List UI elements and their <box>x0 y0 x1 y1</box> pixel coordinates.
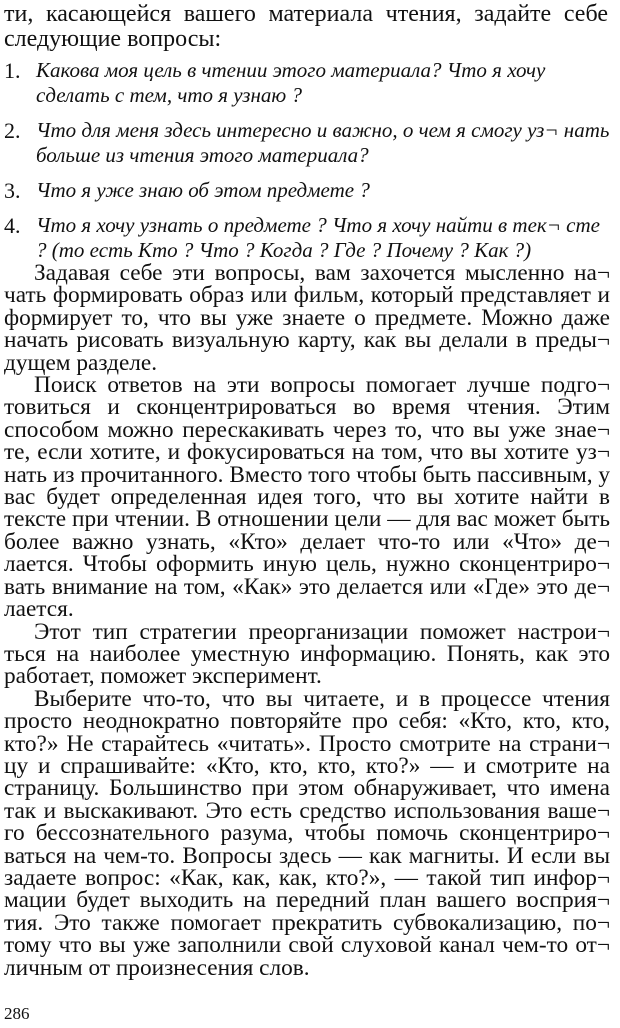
paragraph: Поиск ответов на эти вопросы помогает лучше подго¬ товиться и сконцентрироваться во время чтения. Этим способом можно перескакивать через то, что вы уже знае¬ те, если хотите, и фокусироваться на том, что вы хотите уз¬ нать из прочитанного. Вместо того чтобы быть пассивным, у вас будет определенная идея того, что вы хотите найти в тексте при чтении. В отношении цели — для вас может быть более важно узнать, «Кто» делает что-то или «Что» де¬ лается. Чтобы оформить иную цель, нужно сконцентриро¬ вать внимание на том, «Как» это делается или «Где» это де¬ лается. <box>4 372 611 623</box>
paragraph: Выберите что-то, что вы читаете, и в процессе чтения просто неоднократно повторяйте про себя: «Кто, кто, кто, кто?» Не старайтесь «читать». Просто смотрите на страни¬ цу и спрашивайте: «Кто, кто, кто, кто?» — и смотрите на страницу. Большинство при этом обнаруживает, что имена так и выскакивают. Это есть средство использования ваше¬ го бессознательного разума, чтобы помочь сконцентриро¬ ваться на чем-то. Вопросы здесь — как магниты. И если вы задаете вопрос: «Как, как, как, кто?», — такой тип инфор¬ мации будет выходить на передний план вашего восприя¬ тия. Это также помогает прекратить субвокализацию, по¬ тому что вы уже заполнили свой слуховой канал чем-то от¬ личным от произнесения слов. <box>4 685 610 981</box>
question-item <box>0 213 612 263</box>
intro-text: ти, касающейся вашего материала чтения, задайте себе следующие вопросы: <box>4 1 608 52</box>
question-item <box>0 58 612 108</box>
paragraph: Этот тип стратегии преорганизации поможет настрои¬ ться на наиболее уместную информацию. Понять, как это работает, поможет эксперимент. <box>4 618 610 690</box>
question-text: Какова моя цель в чтении этого материала? Что я хочу сделать с тем, что я узнаю ? <box>36 58 546 107</box>
question-text: Что для меня здесь интересно и важно, о чем я смогу уз¬ нать больше из чтения этого материала? <box>36 118 610 167</box>
question-text: Что я хочу узнать о предмете ? Что я хочу найти в тек¬ сте ? (то есть Кто ? Что ? Когда ? Где ? Почему ? Как ?) <box>36 213 600 262</box>
question-text: Что я уже знаю об этом предмете ? <box>36 178 370 202</box>
question-number: 3. <box>4 178 21 203</box>
question-number: 1. <box>4 58 21 83</box>
question-number: 4. <box>4 213 21 238</box>
paragraph: Задавая себе эти вопросы, вам захочется мысленно на¬ чать формировать образ или фильм, который представляет и формирует то, что вы уже знаете о предмете. Можно даже начать рисовать визуальную карту, как вы делали в преды¬ дущем разделе. <box>4 260 610 376</box>
question-number: 2. <box>4 118 21 143</box>
question-item <box>0 118 612 168</box>
question-item <box>0 178 612 203</box>
page-number: 286 <box>4 1004 30 1023</box>
question-list <box>0 58 612 273</box>
body-text <box>4 262 610 979</box>
